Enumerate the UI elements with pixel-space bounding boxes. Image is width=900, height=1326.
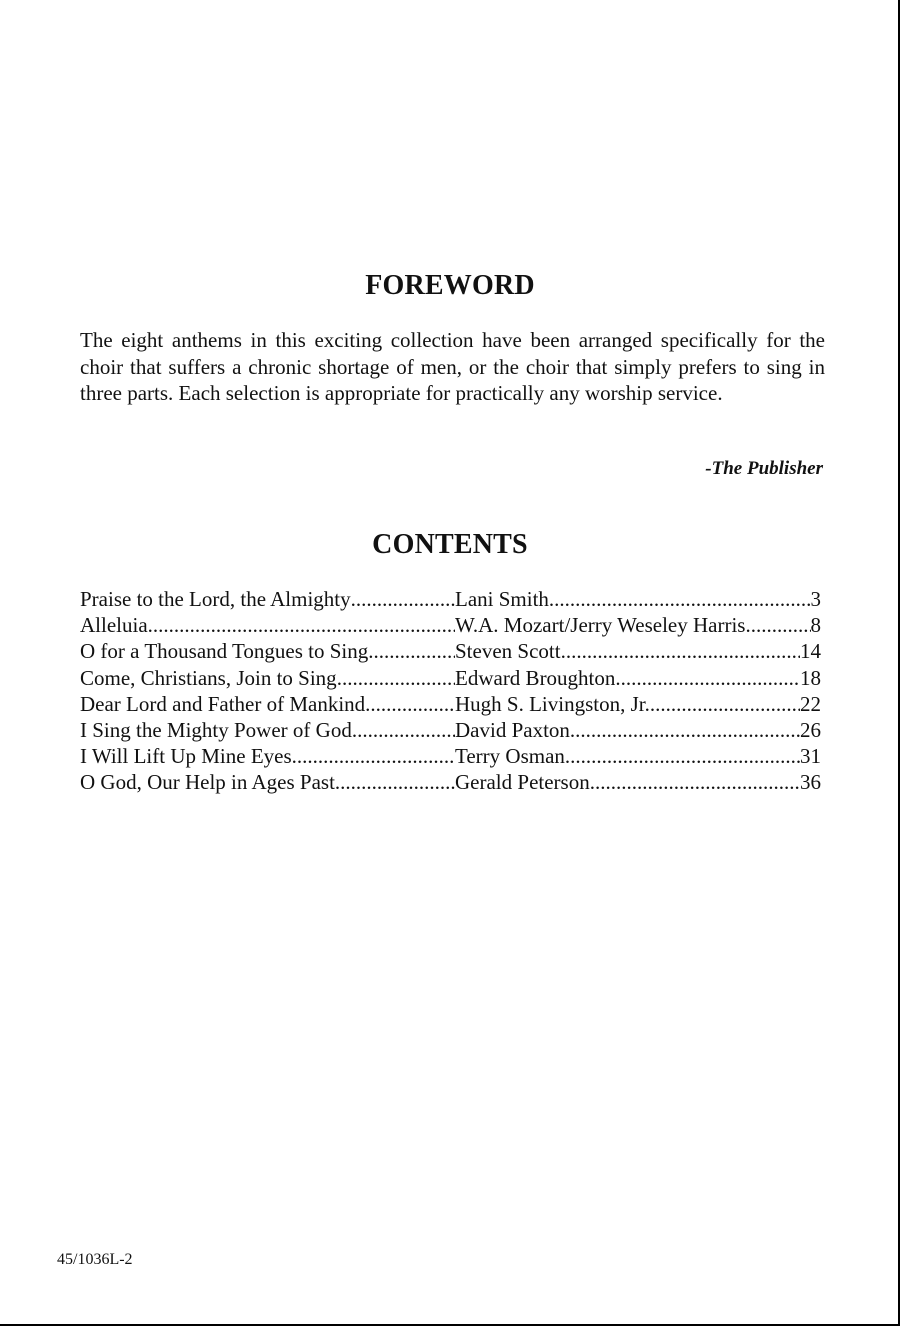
dot-leader	[745, 612, 810, 638]
entry-page-number: 26	[800, 718, 821, 743]
entry-page-number: 14	[800, 639, 821, 664]
entry-title: Come, Christians, Join to Sing	[80, 665, 337, 690]
dot-leader	[148, 612, 455, 638]
entry-title: Alleluia	[80, 613, 148, 638]
dot-leader	[365, 691, 455, 717]
entry-page-number: 8	[810, 613, 821, 638]
dot-leader	[615, 665, 800, 691]
entry-page-number: 3	[810, 587, 821, 611]
contents-entry	[80, 717, 821, 743]
foreword-signature: -The Publisher	[705, 458, 823, 479]
entry-page-number: 31	[800, 744, 821, 769]
foreword-paragraph: The eight anthems in this exciting collection have been arranged specifically for the choir that suffers a chronic shortage of men, or the choir that simply prefers to sing in three parts. Each selection is appropriate for practically any worship service.	[80, 328, 825, 405]
entry-title: O God, Our Help in Ages Past	[80, 770, 335, 795]
contents-entry	[80, 769, 821, 795]
dot-leader	[561, 638, 800, 664]
entry-page-number: 18	[800, 665, 821, 690]
dot-leader	[292, 743, 455, 769]
entry-title: Praise to the Lord, the Almighty	[80, 587, 351, 611]
entry-page-number: 22	[800, 691, 821, 716]
dot-leader	[368, 638, 455, 664]
contents-heading: CONTENTS	[372, 529, 528, 560]
dot-leader	[565, 743, 800, 769]
contents-entry	[80, 691, 821, 717]
entry-title: I Sing the Mighty Power of God	[80, 718, 352, 743]
dot-leader	[650, 691, 800, 717]
contents-entry	[80, 586, 821, 612]
entry-composer: Lani Smith	[455, 587, 549, 611]
foreword-heading: FOREWORD	[365, 270, 535, 301]
entry-title: Dear Lord and Father of Mankind	[80, 691, 366, 716]
dot-leader	[335, 769, 455, 795]
entry-page-number: 36	[800, 770, 821, 795]
entry-composer: W.A. Mozart/Jerry Weseley Harris	[455, 613, 746, 638]
contents-entry	[80, 638, 821, 664]
entry-title: O for a Thousand Tongues to Sing	[80, 639, 369, 664]
entry-composer: Steven Scott	[455, 639, 561, 664]
contents-entry	[80, 612, 821, 638]
entry-composer: Edward Broughton	[455, 665, 616, 690]
dot-leader	[549, 586, 811, 612]
contents-entry	[80, 743, 821, 769]
dot-leader	[337, 665, 455, 691]
catalog-number: 45/1036L-2	[57, 1251, 133, 1268]
entry-title: I Will Lift Up Mine Eyes	[80, 744, 292, 769]
contents-list	[80, 586, 821, 796]
dot-leader	[352, 717, 455, 743]
entry-composer: Hugh S. Livingston, Jr.	[455, 691, 650, 716]
contents-entry	[80, 665, 821, 691]
dot-leader	[590, 769, 800, 795]
entry-composer: David Paxton	[455, 718, 570, 743]
entry-composer: Terry Osman	[455, 744, 565, 769]
entry-composer: Gerald Peterson	[455, 770, 590, 795]
dot-leader	[351, 586, 455, 612]
dot-leader	[570, 717, 800, 743]
